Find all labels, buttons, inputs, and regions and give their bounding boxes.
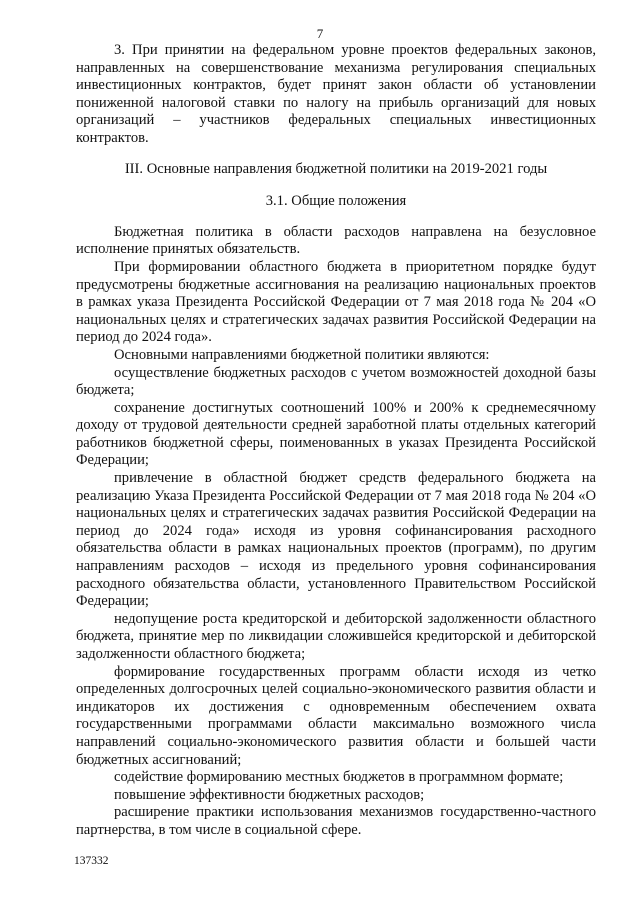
list-item: повышение эффективности бюджетных расходов; (114, 786, 425, 803)
list-item: расширение практики использования механизмов государственно-частного партнерства, в том числе в социальной сфере. (76, 804, 596, 838)
page-number: 7 (316, 26, 324, 41)
section-heading: III. Основные направления бюджетной политики на 2019-2021 годы (124, 160, 548, 177)
list-item: содействие формированию местных бюджетов в программном формате; (114, 769, 564, 786)
document-body (76, 42, 596, 840)
list-item: осуществление бюджетных расходов с учетом возможностей доходной базы бюджета; (76, 364, 596, 399)
list-item: привлечение в областной бюджет средств федерального бюджета на реализацию Указа Президента Российской Федерации от 7 мая 2018 года № 204 «О национальных целях и стратегических задачах развития Российской Федерации на период до 2024 года» исходя из уровня софинансирования расходного обязательства области в рамках национальных проектов (программ), по другим направлениям расходов – исходя из предельного уровня софинансирования расходного обязательства области, установленного Правительством Российской Федерации; (76, 470, 596, 610)
footer-code: 137332 (74, 855, 109, 867)
paragraph: Основными направлениями бюджетной политики являются: (114, 346, 490, 363)
paragraph-intro: 3. При принятии на федеральном уровне проектов федеральных законов, направленных на совершенствование механизма регулирования специальных инвестиционных контрактов, будет принят закон области об установлении пониженной налоговой ставки по налогу на прибыль организаций для новых организаций – участников федеральных специальных инвестиционных контрактов. (76, 42, 596, 146)
list-item: сохранение достигнутых соотношений 100% и 200% к среднемесячному доходу от трудовой деятельности средней заработной платы отдельных категорий работников бюджетной сферы, поименованных в указах Президента Российской Федерации; (76, 399, 596, 469)
subsection-heading: 3.1. Общие положения (265, 193, 407, 210)
list-item: недопущение роста кредиторской и дебиторской задолженности областного бюджета, принятие мер по ликвидации сложившейся кредиторской и дебиторской задолженности областного бюджета; (76, 610, 596, 662)
paragraph: Бюджетная политика в области расходов направлена на безусловное исполнение принятых обязательств. (76, 223, 596, 258)
paragraph: При формировании областного бюджета в приоритетном порядке будут предусмотрены бюджетные ассигнования на реализацию национальных проектов в рамках указа Президента Российской Федерации от 7 мая 2018 года № 204 «О национальных целях и стратегических задачах развития Российской Федерации на период до 2024 года». (76, 258, 596, 346)
list-item: формирование государственных программ области исходя из четко определенных долгосрочных целей социально-экономического развития области и индикаторов их достижения с одновременным обеспечением охвата государственными программами области максимально возможного числа направлений социально-экономического развития области и большей части бюджетных ассигнований; (76, 663, 596, 768)
